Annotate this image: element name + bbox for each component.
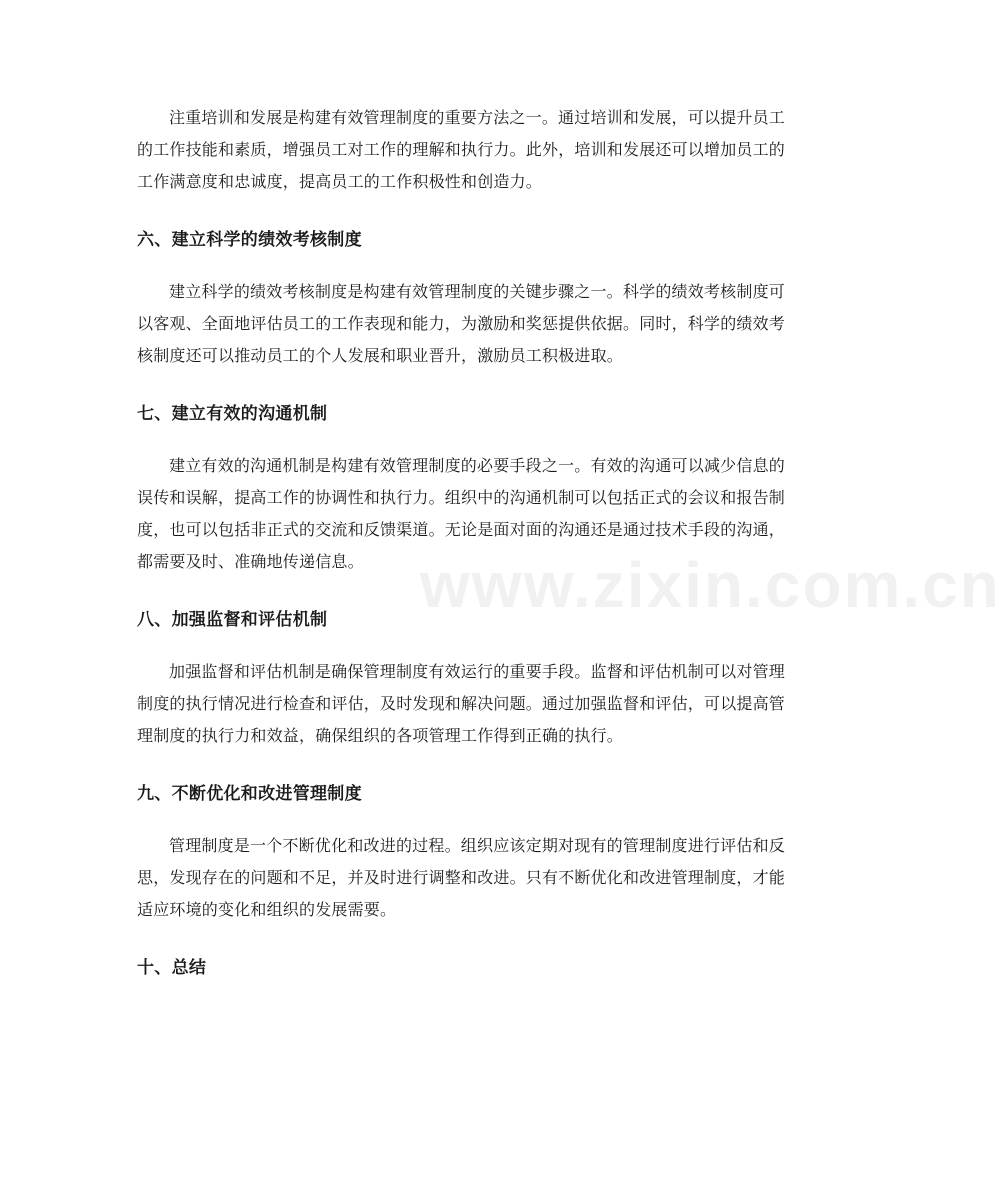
paragraph-optimization: 管理制度是一个不断优化和改进的过程。组织应该定期对现有的管理制度进行评估和反思，发现存在的问题和不足，并及时进行调整和改进。只有不断优化和改进管理制度，才能适应环境的变化和组织的发展需要。	[137, 836, 786, 919]
heading-section-8: 八、加强监督和评估机制	[137, 610, 328, 630]
paragraph-training: 注重培训和发展是构建有效管理制度的重要方法之一。通过培训和发展，可以提升员工的工作技能和素质，增强员工对工作的理解和执行力。此外，培训和发展还可以增加员工的工作满意度和忠诚度，提高员工的工作积极性和创造力。	[137, 108, 786, 191]
heading-section-10: 十、总结	[137, 958, 207, 978]
heading-section-7: 七、建立有效的沟通机制	[137, 404, 328, 424]
paragraph-communication: 建立有效的沟通机制是构建有效管理制度的必要手段之一。有效的沟通可以减少信息的误传和误解，提高工作的协调性和执行力。组织中的沟通机制可以包括正式的会议和报告制度，也可以包括非正式的交流和反馈渠道。无论是面对面的沟通还是通过技术手段的沟通，都需要及时、准确地传递信息。	[137, 456, 786, 571]
heading-section-9: 九、不断优化和改进管理制度	[137, 784, 362, 804]
watermark: www.zixin.com.cn	[420, 549, 1001, 621]
document-body	[137, 102, 785, 984]
paragraph-supervision: 加强监督和评估机制是确保管理制度有效运行的重要手段。监督和评估机制可以对管理制度的执行情况进行检查和评估，及时发现和解决问题。通过加强监督和评估，可以提高管理制度的执行力和效益，确保组织的各项管理工作得到正确的执行。	[137, 662, 786, 745]
paragraph-performance: 建立科学的绩效考核制度是构建有效管理制度的关键步骤之一。科学的绩效考核制度可以客观、全面地评估员工的工作表现和能力，为激励和奖惩提供依据。同时，科学的绩效考核制度还可以推动员工的个人发展和职业晋升，激励员工积极进取。	[137, 282, 786, 365]
heading-section-6: 六、建立科学的绩效考核制度	[137, 230, 362, 250]
